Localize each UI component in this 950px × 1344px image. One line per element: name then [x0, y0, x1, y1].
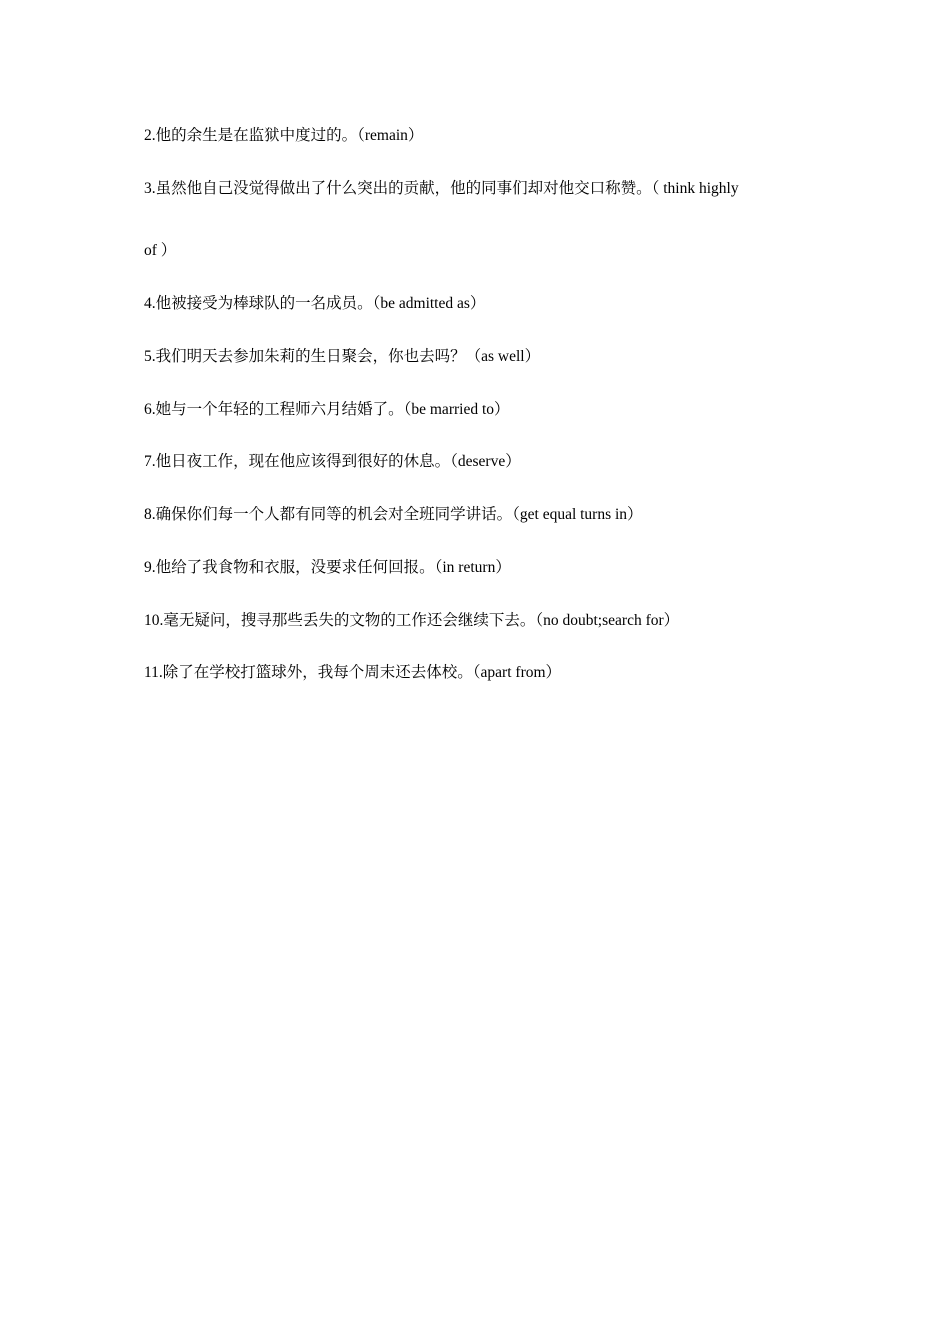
exercise-item-4: 4.他被接受为棒球队的一名成员。（be admitted as） [144, 295, 486, 312]
exercise-item-2: 2.他的余生是在监狱中度过的。（remain） [144, 127, 424, 144]
exercise-item-6: 6.她与一个年轻的工程师六月结婚了。（be married to） [144, 401, 510, 418]
exercise-item-11: 11.除了在学校打篮球外，我每个周末还去体校。（apart from） [144, 664, 562, 681]
exercise-item-3: 3.虽然他自己没觉得做出了什么突出的贡献，他的同事们却对他交口称赞。（ think highly [144, 180, 739, 197]
exercise-item-7: 7.他日夜工作，现在他应该得到很好的休息。（deserve） [144, 453, 521, 470]
exercise-item-3-continuation: of ） [144, 242, 177, 259]
exercise-item-5: 5.我们明天去参加朱莉的生日聚会，你也去吗？（as well） [144, 348, 541, 365]
exercise-item-9: 9.他给了我食物和衣服，没要求任何回报。（in return） [144, 559, 511, 576]
exercise-item-10: 10.毫无疑问，搜寻那些丢失的文物的工作还会继续下去。（no doubt;search for） [144, 612, 680, 629]
exercise-item-8: 8.确保你们每一个人都有同等的机会对全班同学讲话。（get equal turns in） [144, 506, 643, 523]
